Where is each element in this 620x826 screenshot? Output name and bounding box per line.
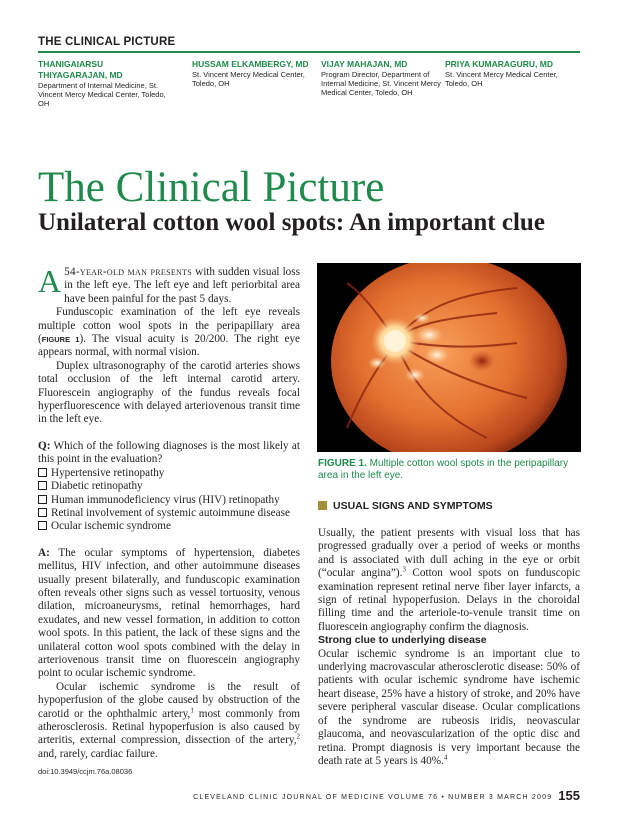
section-label: THE CLINICAL PICTURE <box>38 36 176 48</box>
fundus-photo <box>317 263 581 452</box>
checkbox-icon <box>38 481 47 490</box>
author-block-1 <box>38 59 168 108</box>
heading-usual-signs <box>318 500 493 512</box>
footer-journal: CLEVELAND CLINIC JOURNAL OF MEDICINE VOLUME 76 • NUMBER 3 MARCH 2009 <box>193 794 553 801</box>
answer-text: The ocular symptoms of hypertension, diabetes mellitus, HIV infection, and other autoimmune diseases usually present bilaterally, and funduscopic examination often reveals other signs such as vessel tortuosity, venous dilation, microaneurysms, retinal hemorrhages, hard exudates, and new vessel formation, in addition to cotton wool spots. In this patient, the lack of these signs and the unilateral cotton wool spots combined with the delay in arteriovenous transit time on fluorescein angiography point to ocular ischemic syndrome. <box>38 546 300 680</box>
citation-superscript: 2 <box>296 732 300 741</box>
figure-reference: FIGURE 1 <box>41 335 80 345</box>
optic-cup <box>384 330 406 352</box>
article-title: The Clinical Picture <box>38 164 385 211</box>
cotton-wool-spot <box>415 326 443 344</box>
choice-item <box>38 494 300 507</box>
doi: doi:10.3949/ccjm.76a.08036 <box>38 767 133 776</box>
author-block-3 <box>321 59 451 97</box>
author-affiliation: Department of Internal Medicine, St. Vincent Mercy Medical Center, Toledo, OH <box>38 81 166 108</box>
etiology-paragraph <box>38 681 300 761</box>
strong-paragraph <box>318 648 580 769</box>
author-block-4 <box>445 59 575 88</box>
figure-label: FIGURE 1. <box>318 458 367 469</box>
cotton-wool-spot <box>414 313 430 323</box>
figure-caption <box>318 458 580 482</box>
drop-cap: A <box>38 263 62 299</box>
right-column <box>318 527 580 768</box>
checkbox-icon <box>38 495 47 504</box>
checkbox-icon <box>38 521 47 530</box>
intro-text: with sudden visual loss in the left eye. The left eye and left periorbital area have been painful for the past 5 days. <box>64 266 300 305</box>
checkbox-icon <box>38 508 47 517</box>
cotton-wool-spot <box>425 347 449 363</box>
author-name: HUSSAM ELKAMBERGY, MD <box>192 59 309 69</box>
author-name: VIJAY MAHAJAN, MD <box>321 59 408 69</box>
author-affiliation: Program Director, Department of Internal Medicine, St. Vincent Mercy Medical Center, Toledo, OH <box>321 70 441 97</box>
answer-choices <box>38 467 300 534</box>
author-affiliation: St. Vincent Mercy Medical Center, Toledo, OH <box>445 70 558 88</box>
figure-caption-text: Multiple cotton wool spots in the peripapillary area in the left eye. <box>318 458 569 481</box>
choice-item <box>38 507 300 520</box>
usual-text-b: Cotton wool spots on funduscopic examination represent retinal nerve fiber layer infarcts, a sign of retinal hypoperfusion. Delays in the choroidal filling time and the arteriole-to-venule transit time on fluorescein angiography confirm the diagnosis. <box>318 567 581 633</box>
heading-usual-text: USUAL SIGNS AND SYMPTOMS <box>333 500 493 512</box>
exam-text-a: Funduscopic examination of the left eye reveals multiple cotton wool spots in the peripapillary area ( <box>38 306 300 346</box>
cotton-wool-spot <box>368 357 386 369</box>
strong-text: Ocular ischemic syndrome is an important clue to underlying macrovascular atherosclerotic disease: 50% of patients with ocular ischemic syndrome have ischemic heart disease, 25% have a history of stroke, and 20% have severe peripheral vascular disease. Ocular complications of the syndrome are rubeosis iridis, neovascular glaucoma, and neovascularization of the optic disc and retina. Prompt diagnosis is very important because the death rate at 5 years is 40%. <box>318 647 580 767</box>
question-text: Which of the following diagnoses is the most likely at this point in the evaluation? <box>38 439 300 466</box>
choice-item <box>38 520 300 533</box>
heading-square-icon <box>318 501 327 510</box>
lead-in-smallcaps: 54-year-old man presents <box>64 266 193 278</box>
choice-label: Human immunodeficiency virus (HIV) retinopathy <box>51 493 280 506</box>
choice-item <box>38 480 300 493</box>
choice-label: Diabetic retinopathy <box>51 480 143 493</box>
exam-paragraph <box>38 306 300 360</box>
choice-label: Retinal involvement of systemic autoimmune disease <box>51 506 290 519</box>
fundus-background <box>331 263 567 452</box>
author-block-2 <box>192 59 322 88</box>
intro-paragraph <box>38 263 300 306</box>
left-column <box>38 263 301 761</box>
usual-paragraph <box>318 527 580 634</box>
citation-superscript: 1 <box>190 705 194 714</box>
fundus-image <box>317 263 581 452</box>
heading-strong-clue: Strong clue to underlying disease <box>318 634 487 647</box>
choice-item <box>38 467 300 480</box>
page-footer <box>193 788 580 803</box>
usual-text-a: Usually, the patient presents with visual loss that has progressed gradually over a period of weeks or months and is associated with dull aching in the eye or orbit (“ocular angina”). <box>318 527 580 580</box>
answer-paragraph <box>38 547 300 681</box>
author-name: THANIGAIARSU THIYAGARAJAN, MD <box>38 59 123 80</box>
macula <box>468 350 496 372</box>
choice-label: Ocular ischemic syndrome <box>51 520 171 533</box>
cotton-wool-spot <box>405 368 425 382</box>
choice-label: Hypertensive retinopathy <box>51 466 165 479</box>
checkbox-icon <box>38 468 47 477</box>
citation-superscript: 3 <box>402 565 406 574</box>
question-label: Q: <box>38 439 51 452</box>
question-paragraph <box>38 440 300 467</box>
citation-superscript: 4 <box>443 753 448 762</box>
etiology-text-a: Ocular ischemic syndrome is the result of hypoperfusion of the globe caused by obstruction of the carotid or the ophthalmic artery, <box>38 680 300 720</box>
etiology-text-c: and, rarely, cardiac failure. <box>38 747 158 760</box>
author-affiliation: St. Vincent Mercy Medical Center, Toledo, OH <box>192 70 305 88</box>
answer-label: A: <box>38 546 50 559</box>
exam-text-b: ). The visual acuity is 20/200. The right eye appears normal, with normal vision. <box>38 333 301 359</box>
ultrasound-paragraph: Duplex ultrasonography of the carotid arteries shows total occlusion of the left internal carotid artery. Fluorescein angiography of the fundus reveals focal hyperfluorescence with delayed arteriovenous transit time in the left eye. <box>38 359 300 426</box>
author-name: PRIYA KUMARAGURU, MD <box>445 59 553 69</box>
header-rule <box>38 51 580 53</box>
etiology-text-b: most commonly from atherosclerosis. Retinal hypoperfusion is also caused by arteritis, external compression, dissection of the artery, <box>38 707 300 747</box>
article-subtitle: Unilateral cotton wool spots: An important clue <box>38 209 545 236</box>
page-number: 155 <box>558 788 580 803</box>
